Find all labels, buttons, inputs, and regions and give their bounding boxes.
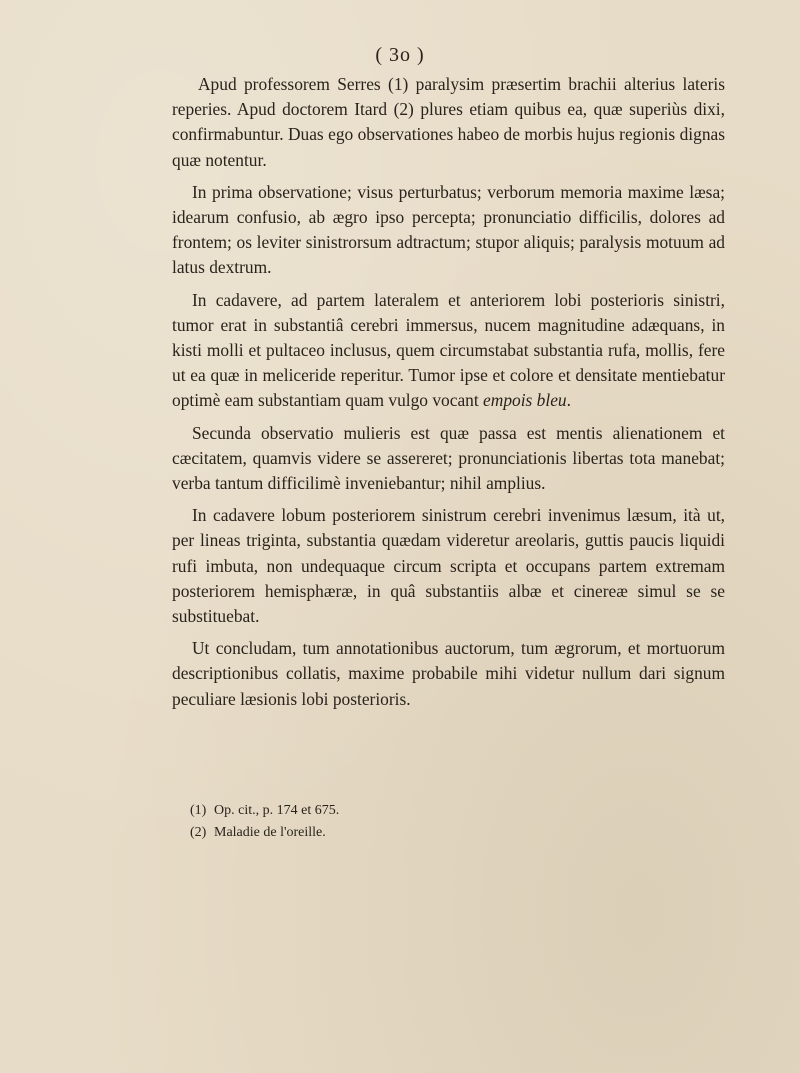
body-text: [172, 72, 725, 719]
paragraph-3-end: .: [566, 390, 571, 411]
page-number: ( 3o ): [375, 44, 425, 66]
footnote-1-number: (1): [190, 803, 207, 818]
paragraph-3-italic: empois bleu: [483, 390, 567, 411]
footnote-1-text: Op. cit., p. 174 et 675.: [214, 803, 340, 818]
paragraph-2: In prima observatione; visus perturbatus; verborum memoria maxime læsa; idearum confusio, ab ægro ipso percepta; pronunciatio difficilis, dolores ad frontem; os leviter sinistrorsum adtractum; stupor aliquis; paralysis motuum ad latus dextrum.: [172, 181, 725, 278]
footnotes: [190, 800, 690, 844]
paragraph-4: Secunda observatio mulieris est quæ passa est mentis alienationem et cæcitatem, quamvis videre se assereret; pronunciationis libertas tota manebat; verba tantum difficilimè inveniebantur; nihil amplius.: [172, 422, 725, 494]
paragraph-3: [172, 288, 725, 414]
paragraph-3-text: In cadavere, ad partem lateralem et anteriorem lobi posterioris sinistri, tumor erat in substantiâ cerebri immersus, nucem magnitudine adæquans, in kisti molli et pultaceo inclusus, quem circumstabat substantia rufa, mollis, fere ut ea quæ in meliceride reperitur. Tumor ipse et colore et densitate mentiebatur optimè eam substantiam quam vulgo vocant: [172, 289, 725, 411]
footnote-2-number: (2): [190, 825, 207, 840]
paragraph-5: In cadavere lobum posteriorem sinistrum cerebri invenimus læsum, ità ut, per lineas triginta, substantia quædam videretur areolaris, guttis paucis liquidi rufi imbuta, non undequaque circum scripta et occupans partem extremam posteriorem hemisphæræ, in quâ substantiis albæ et cinereæ simul se se substituebat.: [172, 505, 725, 627]
footnote-2: [190, 822, 690, 844]
paragraph-1: Apud professorem Serres (1) paralysim præsertim brachii alterius lateris reperies. Apud doctorem Itard (2) plures etiam quibus ea, quæ superiùs dixi, confirmabuntur. Duas ego observationes habeo de morbis hujus regionis dignas quæ notentur.: [172, 74, 725, 170]
footnote-1: [190, 800, 690, 822]
paragraph-6: Ut concludam, tum annotationibus auctorum, tum ægrorum, et mortuorum descriptionibus collatis, maxime probabile mihi videtur nullum dari signum peculiare læsionis lobi posterioris.: [172, 638, 725, 709]
footnote-2-text: Maladie de l'oreille.: [214, 825, 326, 840]
